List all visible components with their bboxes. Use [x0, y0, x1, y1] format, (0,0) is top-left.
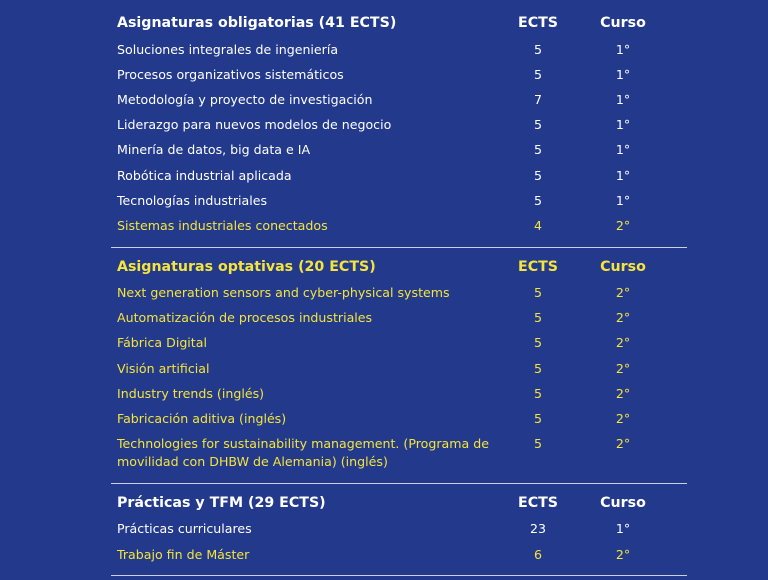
- ects-value: 5: [533, 335, 542, 351]
- section-1: [111, 8, 687, 248]
- curso-value: 1°: [615, 192, 631, 208]
- ects-value: 4: [533, 217, 542, 233]
- curso-value: 2°: [615, 335, 631, 351]
- section-header: [111, 252, 687, 281]
- curso-value: 1°: [615, 521, 631, 537]
- subject-name: Prácticas curriculares: [117, 521, 252, 537]
- ects-value: 5: [533, 117, 542, 133]
- ects-column-header: ECTS: [518, 258, 558, 275]
- ects-value: 5: [533, 411, 542, 427]
- table-row: [111, 138, 687, 163]
- subject-name: Technologies for sustainability management. (Programa de movilidad con DHBW de Alemania) (inglés): [117, 436, 489, 470]
- subject-name: Trabajo fin de Máster: [117, 546, 250, 562]
- curso-column-header: Curso: [600, 15, 646, 31]
- table-row: [111, 542, 687, 567]
- ects-value: 5: [533, 310, 542, 326]
- subject-name: Liderazgo para nuevos modelos de negocio: [117, 117, 392, 133]
- curso-value: 1°: [615, 167, 631, 183]
- subject-name: Visión artificial: [117, 360, 210, 376]
- section-title: Asignaturas obligatorias (41 ECTS): [117, 15, 397, 31]
- curso-value: 2°: [615, 310, 631, 326]
- curso-value: 1°: [615, 117, 631, 133]
- curso-value: 2°: [615, 285, 631, 301]
- table-row: [111, 113, 687, 138]
- subject-name: Fábrica Digital: [117, 335, 207, 351]
- ects-value: 23: [529, 521, 547, 537]
- curso-value: 1°: [615, 91, 631, 107]
- subject-name: Fabricación aditiva (inglés): [117, 411, 287, 427]
- table-row: [111, 62, 687, 87]
- table-row: [111, 381, 687, 406]
- curso-column-header: Curso: [600, 494, 646, 511]
- ects-value: 5: [533, 436, 542, 452]
- table-row: [111, 306, 687, 331]
- ects-column-header: ECTS: [518, 494, 558, 511]
- curriculum-table: [111, 8, 687, 580]
- table-row: [111, 432, 687, 475]
- curso-value: 2°: [615, 360, 631, 376]
- subject-name: Automatización de procesos industriales: [117, 310, 373, 326]
- ects-value: 6: [533, 546, 542, 562]
- section-title: Asignaturas optativas (20 ECTS): [117, 258, 376, 275]
- curso-value: 1°: [615, 41, 631, 57]
- subject-name: Sistemas industriales conectados: [117, 217, 328, 233]
- curso-value: 1°: [615, 66, 631, 82]
- subject-name: Metodología y proyecto de investigación: [117, 91, 373, 107]
- subject-name: Minería de datos, big data e IA: [117, 142, 311, 158]
- table-row: [111, 356, 687, 381]
- subject-name: Tecnologías industriales: [117, 192, 268, 208]
- curso-value: 2°: [615, 546, 631, 562]
- section-2: [111, 252, 687, 484]
- ects-value: 5: [533, 142, 542, 158]
- ects-value: 5: [533, 41, 542, 57]
- subject-name: Soluciones integrales de ingeniería: [117, 41, 339, 57]
- subject-name: Next generation sensors and cyber-physical systems: [117, 285, 450, 301]
- curso-value: 2°: [615, 436, 631, 452]
- table-row: [111, 87, 687, 112]
- ects-value: 7: [533, 91, 542, 107]
- ects-column-header: ECTS: [518, 15, 558, 31]
- section-header: [111, 8, 687, 37]
- table-row: [111, 37, 687, 62]
- curso-value: 2°: [615, 411, 631, 427]
- subject-name: Industry trends (inglés): [117, 385, 265, 401]
- subject-name: Robótica industrial aplicada: [117, 167, 292, 183]
- table-row: [111, 163, 687, 188]
- subject-name: Procesos organizativos sistemáticos: [117, 66, 344, 82]
- ects-value: 5: [533, 360, 542, 376]
- curso-value: 2°: [615, 385, 631, 401]
- table-row: [111, 188, 687, 213]
- ects-value: 5: [533, 385, 542, 401]
- curso-value: 2°: [615, 217, 631, 233]
- table-row: [111, 213, 687, 238]
- ects-value: 5: [533, 192, 542, 208]
- table-row: [111, 331, 687, 356]
- section-3: [111, 488, 687, 576]
- table-row: [111, 517, 687, 542]
- table-row: [111, 281, 687, 306]
- curso-column-header: Curso: [600, 258, 646, 275]
- ects-value: 5: [533, 66, 542, 82]
- ects-value: 5: [533, 285, 542, 301]
- table-row: [111, 406, 687, 431]
- section-header: [111, 488, 687, 517]
- curso-value: 1°: [615, 142, 631, 158]
- ects-value: 5: [533, 167, 542, 183]
- section-title: Prácticas y TFM (29 ECTS): [117, 494, 326, 511]
